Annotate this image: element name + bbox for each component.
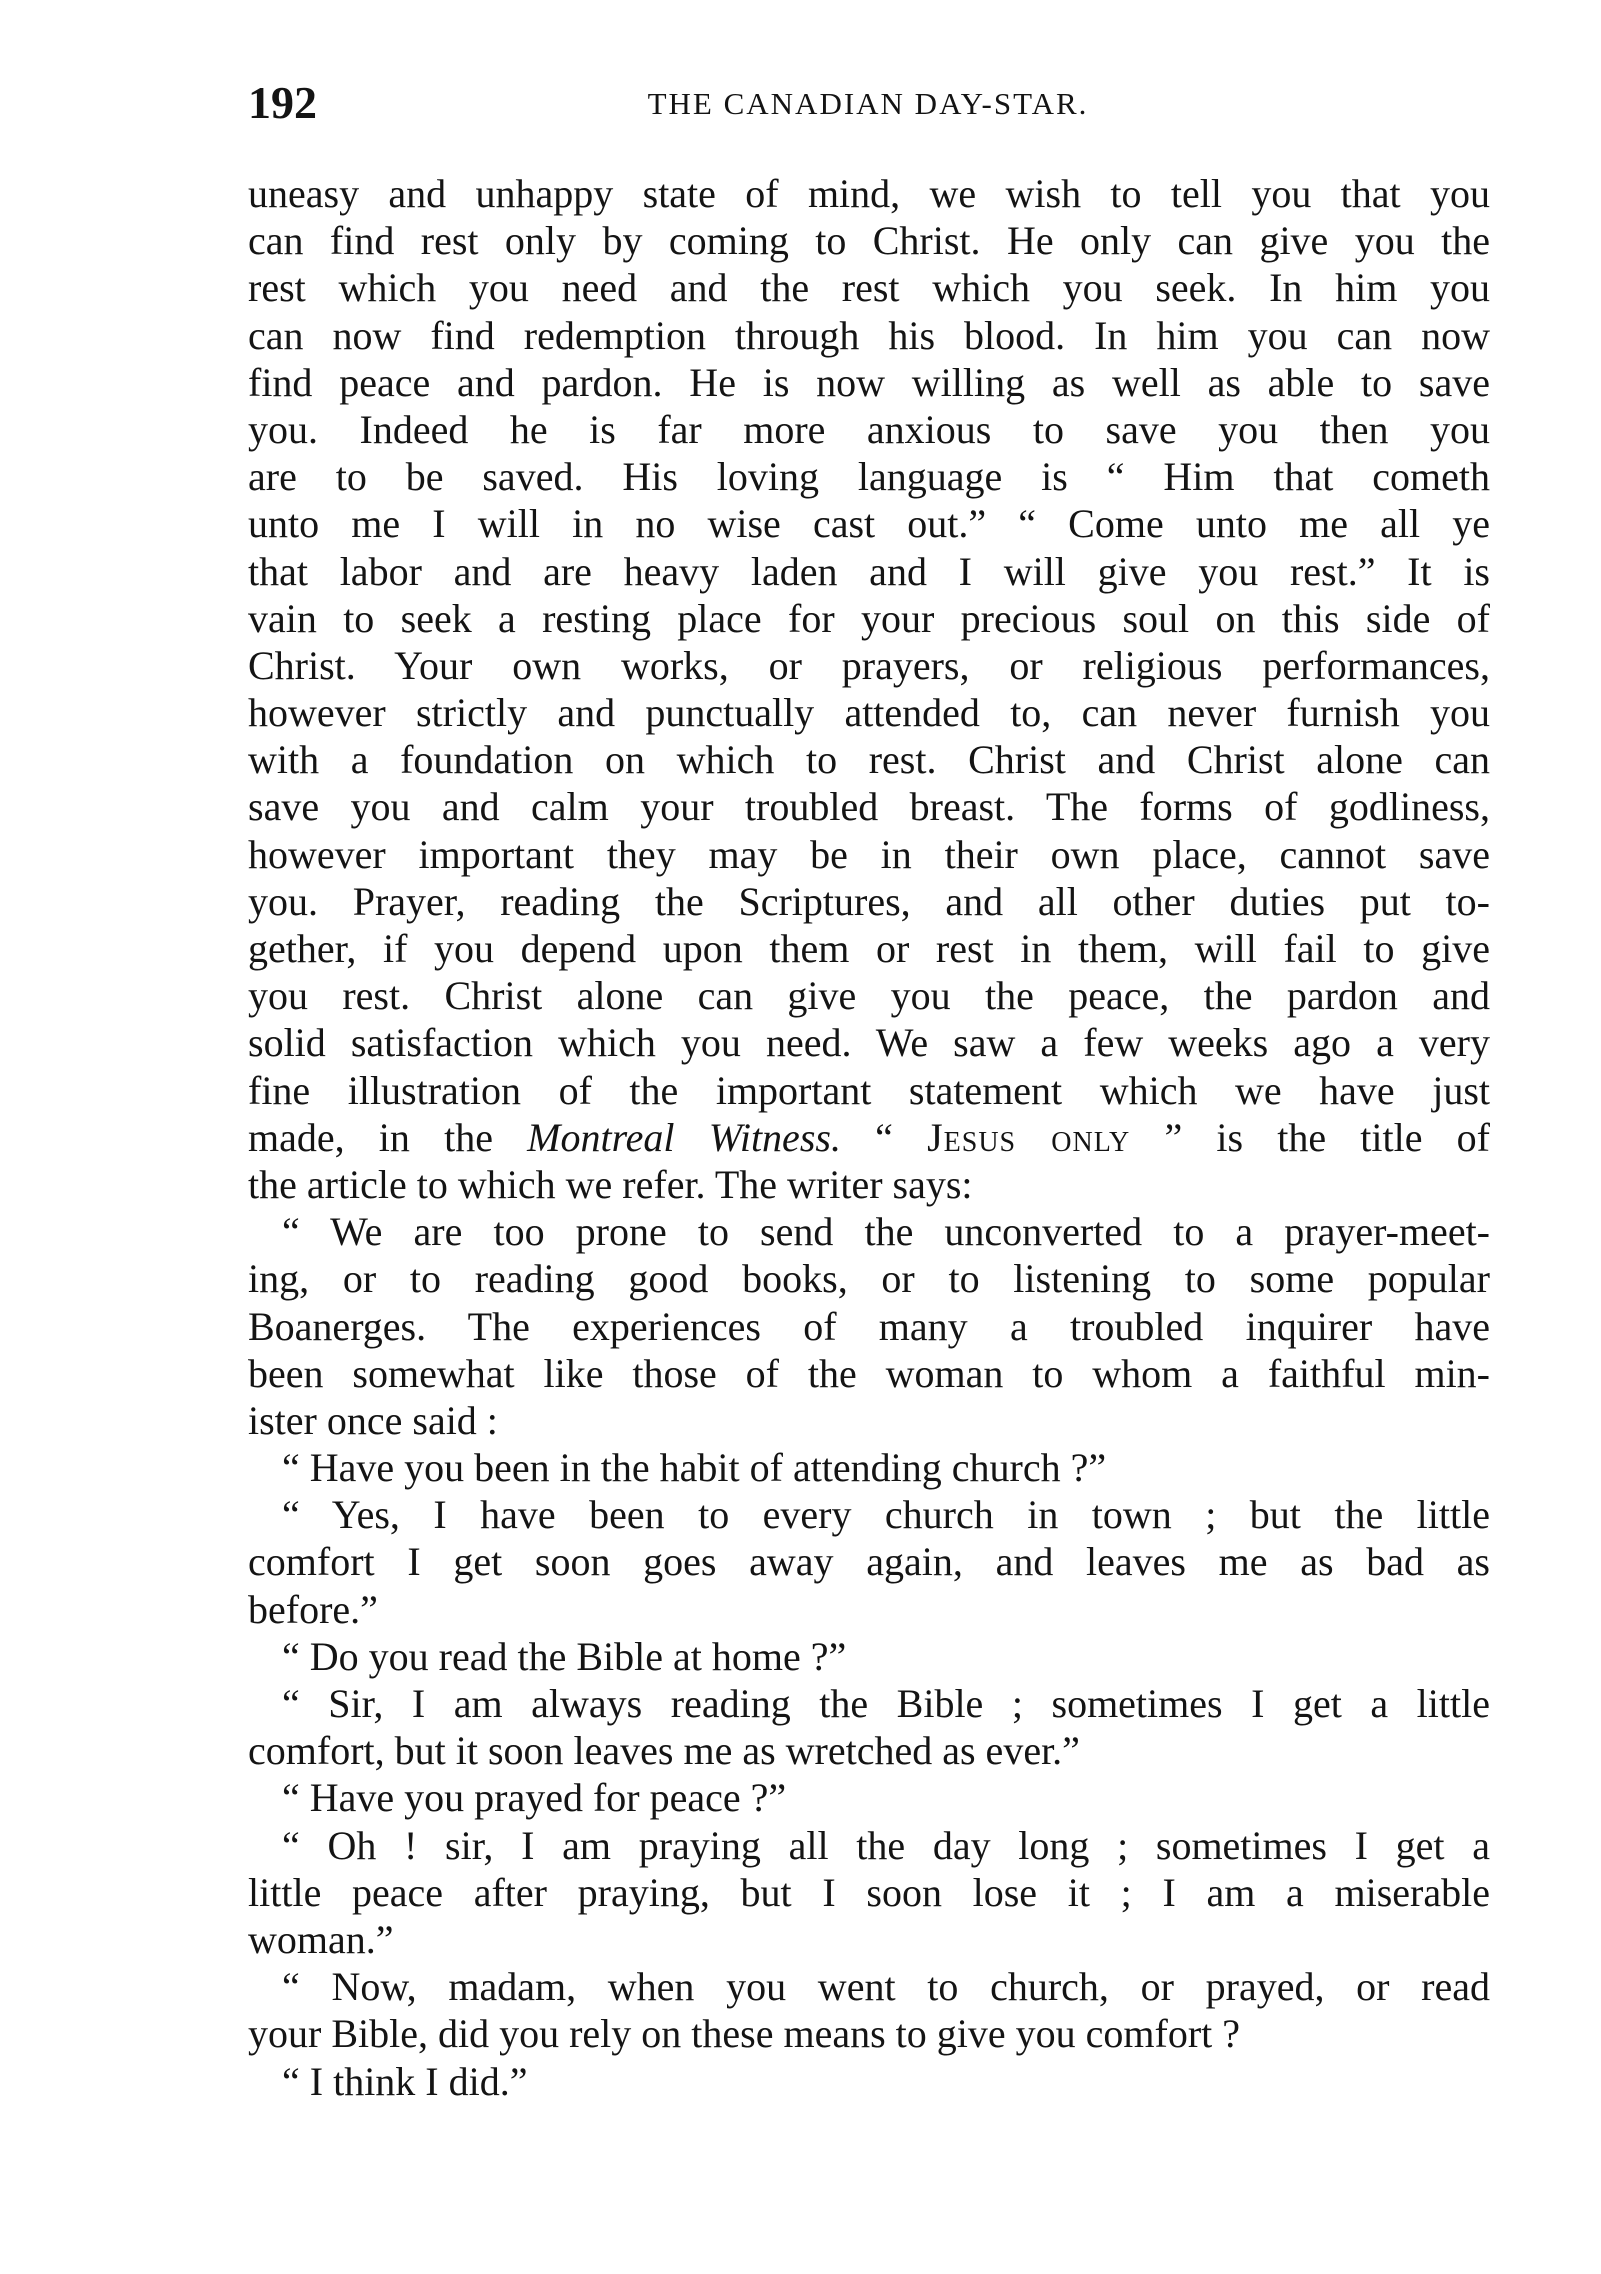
text-line: “ Now, madam, when you went to church, or prayed, or read [282,1964,1490,2010]
text-line: uneasy and unhappy state of mind, we wish to tell you that you [248,171,1490,216]
body-text [248,170,1490,2105]
text-line: the article to which we refer. The writer says: [248,1161,973,1207]
text-line: you. Prayer, reading the Scriptures, and all other duties put to- [248,878,1490,924]
text-line: save you and calm your troubled breast. The forms of godliness, [248,784,1490,830]
text-line: Christ. Your own works, or prayers, or religious performances, [248,642,1490,688]
text-line: however strictly and punctually attended to, can never furnish you [248,690,1490,736]
text-run: “ [840,1114,928,1160]
text-line: “ Yes, I have been to every church in town ; but the little [282,1492,1490,1538]
text-line: vain to seek a resting place for your precious soul on this side of [248,595,1490,641]
text-line: “ Have you been in the habit of attending church ?” [282,1445,1107,1491]
text-line [248,1114,1490,1161]
text-line: find peace and pardon. He is now willing as well as able to save [248,359,1490,405]
text-line: “ Oh ! sir, I am praying all the day long ; sometimes I get a [282,1822,1490,1868]
smallcaps-title: Jesus only [927,1114,1131,1160]
text-line: “ Sir, I am always reading the Bible ; sometimes I get a little [282,1681,1490,1726]
text-line: “ I think I did.” [282,2058,528,2104]
page-number: 192 [248,77,317,128]
text-line: your Bible, did you rely on these means to give you comfort ? [248,2011,1241,2057]
text-line: rest which you need and the rest which you seek. In him you [248,265,1490,311]
text-line: comfort I get soon goes away again, and leaves me as bad as [248,1539,1490,1585]
italic-title: Montreal Witness. [527,1114,841,1160]
text-line: you rest. Christ alone can give you the peace, the pardon and [248,973,1490,1019]
text-line: can find rest only by coming to Christ. He only can give you the [248,218,1490,264]
text-line: gether, if you depend upon them or rest in them, will fail to give [248,926,1490,971]
text-line: you. Indeed he is far more anxious to save you then you [248,406,1490,452]
text-line: fine illustration of the important statement which we have just [248,1067,1490,1113]
text-run: made, in the [248,1114,528,1160]
text-line: unto me I will in no wise cast out.” “ Come unto me all ye [248,501,1490,547]
text-line: “ Have you prayed for peace ?” [282,1775,787,1821]
text-line: “ Do you read the Bible at home ?” [282,1633,847,1679]
text-line: Boanerges. The experiences of many a troubled inquirer have [248,1303,1490,1349]
text-line: are to be saved. His loving language is “ Him that cometh [248,454,1490,500]
text-run: ” is the title of [1130,1114,1490,1160]
text-line: woman.” [248,1916,394,1962]
page-header [248,76,1488,136]
text-line: with a foundation on which to rest. Christ and Christ alone can [248,737,1490,783]
text-line: ing, or to reading good books, or to listening to some popular [248,1256,1490,1302]
text-line: little peace after praying, but I soon lose it ; I am a miserable [248,1869,1490,1915]
text-line: been somewhat like those of the woman to whom a faithful min- [248,1350,1490,1396]
text-line: comfort, but it soon leaves me as wretched as ever.” [248,1728,1080,1774]
text-line: can now find redemption through his blood. In him you can now [248,312,1490,358]
text-line: that labor and are heavy laden and I will give you rest.” It is [248,548,1490,594]
text-line: solid satisfaction which you need. We saw a few weeks ago a very [248,1020,1490,1066]
text-line: ister once said : [248,1397,498,1443]
text-line: before.” [248,1586,378,1632]
running-title: THE CANADIAN DAY-STAR. [647,86,1089,121]
text-line: however important they may be in their own place, cannot save [248,831,1490,877]
text-line: “ We are too prone to send the unconverted to a prayer-meet- [282,1209,1490,1255]
